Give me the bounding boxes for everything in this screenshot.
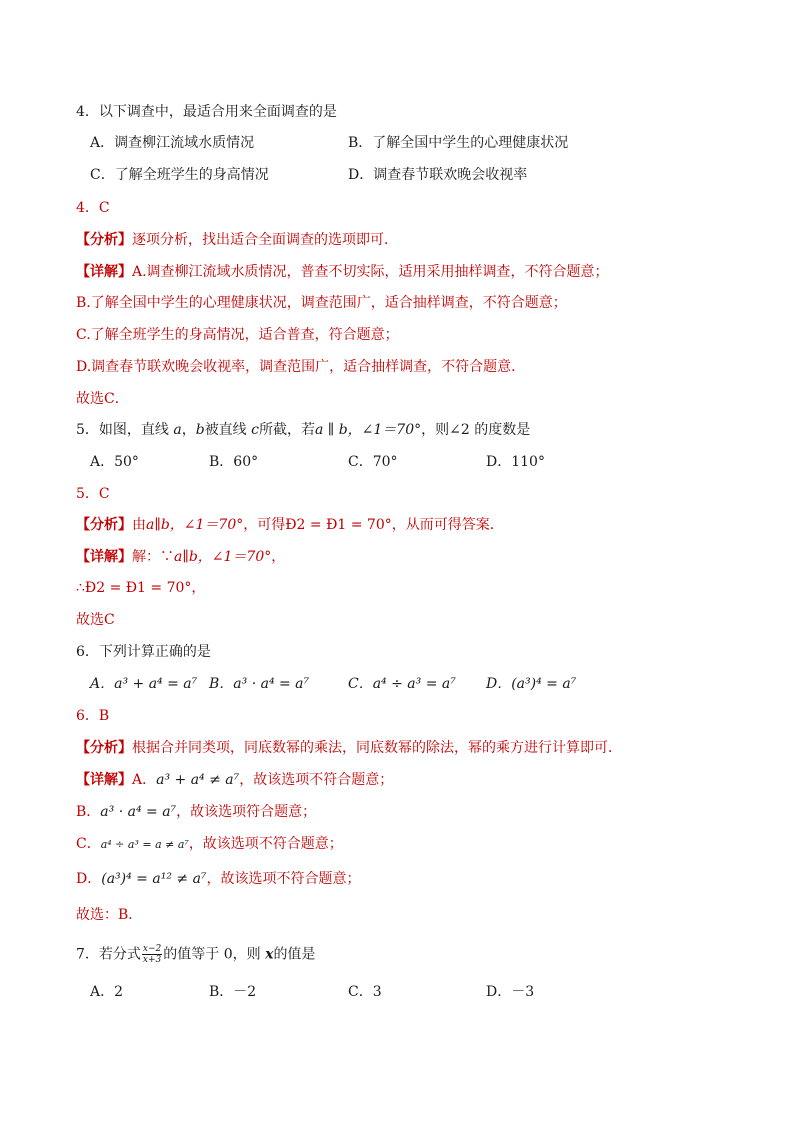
q5-stem-post: ，则∠2 的度数是 [421,422,531,438]
q5-answer: 5．C [76,486,110,502]
q4-conclusion: 故选C． [76,391,129,407]
q4-detail-b: B.了解全国中学生的心理健康状况，调查范围广，适合抽样调查，不符合题意； [76,295,567,311]
q5-conclusion: 故选C [76,612,115,628]
detail-c-text: ，故该选项不符合题意； [188,836,343,852]
detail-pre: 解：∵ [132,549,174,565]
q5-stem-pre: 5．如图，直线 [76,422,174,438]
detail-tag: 【详解】 [76,772,132,788]
analysis-tag: 【分析】 [76,517,132,533]
var-b: b [195,422,205,438]
analysis-tag: 【分析】 [76,232,132,248]
q5-option-c: C．70° [348,454,398,470]
detail-c-label: C． [76,836,101,852]
q7-option-c: C．3 [348,984,382,1000]
detail-a-text: ，故该选项不符合题意； [239,772,394,788]
detail-condition: a∥b，∠1＝70° [174,549,272,565]
detail-d-label: D． [76,871,102,887]
analysis-post: ，可得Ð2 = Ð1 = 70°，从而可得答案． [243,517,504,533]
detail-b-label: B． [76,804,101,820]
q4-answer: 4．C [76,200,110,216]
q5-therefore: ∴Ð2 = Ð1 = 70°， [76,580,206,596]
q6-option-a: A．a³ + a⁴ = a⁷ [90,676,198,692]
detail-tag: 【详解】 [76,264,132,280]
q4-option-a: A．调查柳江流域水质情况 [90,135,255,151]
q5-stem-sep: ， [181,422,196,438]
q4-option-c: C．了解全班学生的身高情况 [90,167,269,183]
q7-stem-mid: 的值等于 0，则 [163,946,266,963]
q6-detail-d [76,869,361,889]
q5-stem [76,420,530,440]
detail-d-formula: (a³)⁴ = a¹² ≠ a⁷ [101,871,207,887]
q5-analysis [76,515,504,535]
detail-a-label: A． [132,772,157,788]
detail-b-text: ，故该选项符合题意； [176,804,317,820]
q7-stem-pre: 7．若分式 [76,946,141,963]
q7-option-d: D．－3 [486,984,535,1000]
q6-detail-a [76,770,393,790]
q4-detail-d: D.调查春节联欢晚会收视率，调查范围广，适合抽样调查，不符合题意． [76,359,526,375]
q5-option-b: B．60° [209,454,259,470]
q7-option-b: B．－2 [209,984,257,1000]
q4-detail-c: C.了解全班学生的身高情况，适合普查，符合题意； [76,327,399,343]
q6-option-b: B．a³ · a⁴ = a⁷ [209,676,310,692]
detail-d-text: ，故该选项不符合题意； [206,871,361,887]
q6-option-d: D．(a³)⁴ = a⁷ [486,676,577,692]
detail-post: ， [271,549,286,565]
q4-detail-a [76,262,609,282]
q7-option-a: A．2 [90,984,124,1000]
detail-text: A.调查柳江流域水质情况，普查不切实际，适用采用抽样调查，不符合题意； [132,264,609,280]
q6-detail-b [76,802,316,822]
q7-stem [76,944,315,965]
detail-tag: 【详解】 [76,549,132,565]
q7-fraction [142,944,162,965]
q6-conclusion: 故选：B． [76,907,143,923]
q6-stem: 6．下列计算正确的是 [76,644,211,660]
q5-detail [76,547,285,567]
fraction-denominator: x+3 [142,955,162,965]
q5-option-d: D．110° [486,454,545,470]
fraction-numerator: x−2 [142,944,162,954]
analysis-pre: 由 [132,517,146,533]
q6-analysis [76,738,622,758]
var-x: x [265,946,274,963]
q7-stem-post: 的值是 [273,946,316,963]
detail-b-formula: a³ · a⁴ = a⁷ [100,804,177,820]
q5-option-a: A．50° [90,454,139,470]
analysis-condition: a∥b，∠1＝70° [146,517,244,533]
q4-stem: 4．以下调查中，最适合用来全面调查的是 [76,104,337,120]
q5-stem-mid: 被直线 [204,422,252,438]
q6-option-c: C．a⁴ ÷ a³ = a⁷ [348,676,456,692]
detail-a-formula: a³ + a⁴ ≠ a⁷ [156,772,240,788]
var-c: c [251,422,259,438]
q6-detail-c [76,834,343,855]
analysis-text: 逐项分析，找出适合全面调查的选项即可． [132,232,398,248]
analysis-text: 根据合并同类项，同底数幂的乘法，同底数幂的除法，幂的乘方进行计算即可． [132,740,622,756]
q4-option-b: B．了解全国中学生的心理健康状况 [348,135,569,151]
analysis-tag: 【分析】 [76,740,132,756]
q5-condition: a ∥ b，∠1＝70° [314,422,422,438]
q6-answer: 6．B [76,708,110,724]
var-a: a [173,422,182,438]
q4-option-d: D．调查春节联欢晚会收视率 [348,167,528,183]
q5-stem-mid3: 所截，若 [258,422,315,438]
detail-c-formula: a⁴ ÷ a³ = a ≠ a⁷ [100,838,189,851]
q4-analysis [76,230,398,250]
